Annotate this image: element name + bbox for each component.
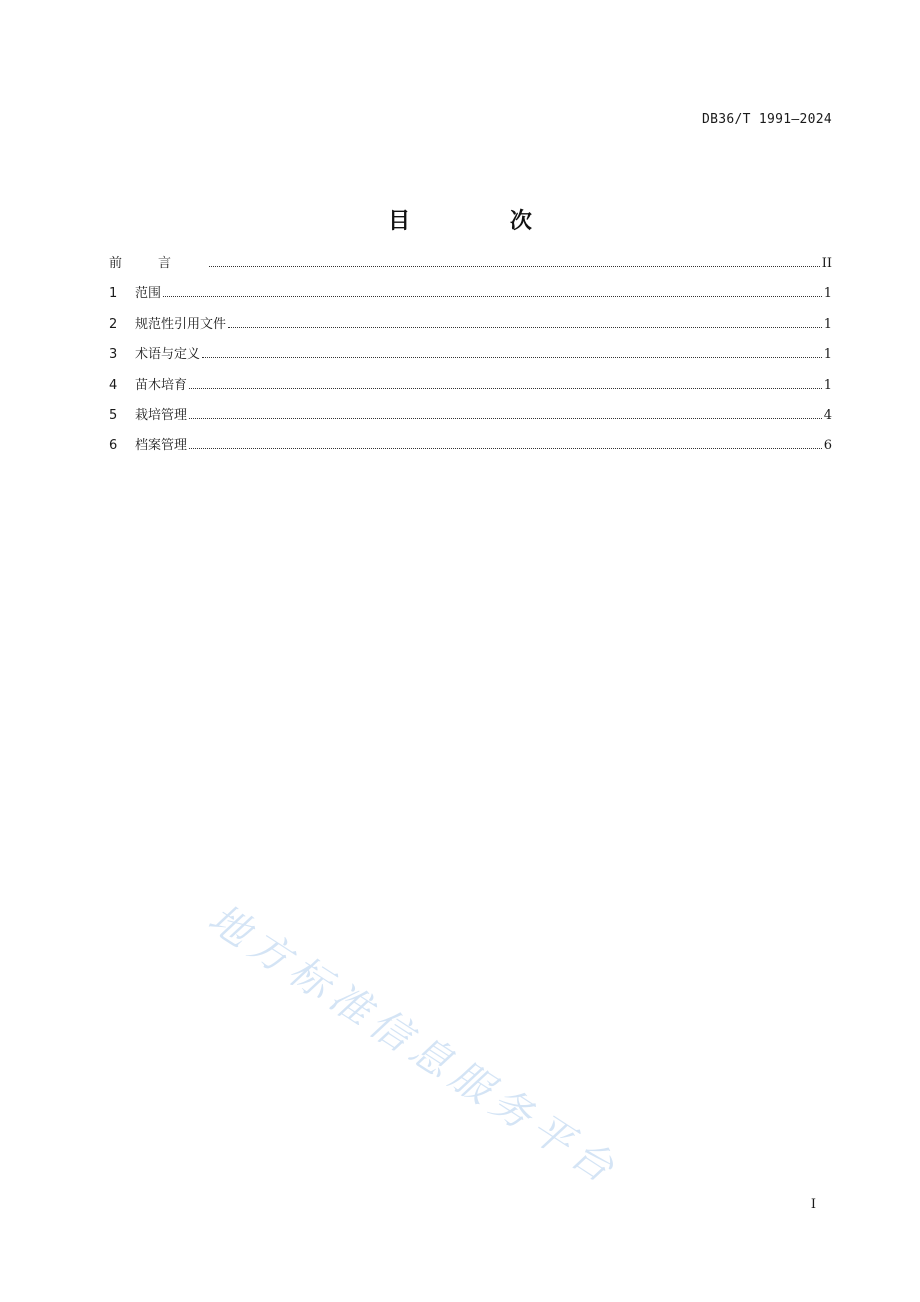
toc-entry-number: 2 (109, 316, 118, 332)
toc-entry-seedling-cultivation[interactable] (109, 374, 832, 404)
toc-entry-label: 规范性引用文件 (135, 316, 227, 332)
toc-entry-number: 6 (109, 438, 118, 454)
toc-entry-number: 4 (109, 377, 118, 393)
toc-entry-page: 4 (823, 407, 832, 423)
toc-entry-page: II (821, 256, 832, 271)
watermark-text: 地方标准信息服务平台 (200, 895, 628, 1196)
toc-entry-label: 苗木培育 (135, 377, 188, 393)
toc-title: 目 次 (388, 209, 578, 234)
toc-entry-label: 档案管理 (135, 438, 188, 454)
toc-entry-terms-definitions[interactable] (109, 343, 832, 373)
toc-entry-archive-management[interactable] (109, 434, 832, 464)
toc-entry-number: 5 (109, 407, 118, 423)
toc-entry-number: 1 (109, 286, 118, 302)
table-of-contents (109, 252, 832, 465)
toc-entry-label: 范围 (135, 286, 162, 302)
toc-entry-page: 1 (823, 316, 832, 332)
toc-entry-cultivation-management[interactable] (109, 404, 832, 434)
toc-entry-number: 3 (109, 347, 118, 363)
toc-leader-dots (163, 295, 822, 297)
toc-leader-dots (202, 356, 822, 358)
toc-entry-normative-references[interactable] (109, 313, 832, 343)
toc-entry-page: 1 (823, 286, 832, 302)
toc-leader-dots (228, 326, 822, 328)
toc-leader-dots (189, 447, 822, 449)
page-number: I (810, 1197, 816, 1212)
toc-leader-dots (189, 387, 822, 389)
toc-entry-label: 术语与定义 (135, 347, 201, 363)
toc-entry-page: 1 (823, 377, 832, 393)
toc-entry-label: 前言 (109, 256, 208, 271)
toc-entry-page: 1 (823, 347, 832, 363)
toc-entry-scope[interactable] (109, 282, 832, 312)
toc-entry-page: 6 (823, 438, 832, 454)
toc-entry-foreword[interactable] (109, 252, 832, 282)
document-code: DB36/T 1991—2024 (701, 112, 832, 127)
toc-leader-dots (189, 417, 822, 419)
toc-leader-dots (209, 265, 820, 267)
toc-entry-label: 栽培管理 (135, 407, 188, 423)
